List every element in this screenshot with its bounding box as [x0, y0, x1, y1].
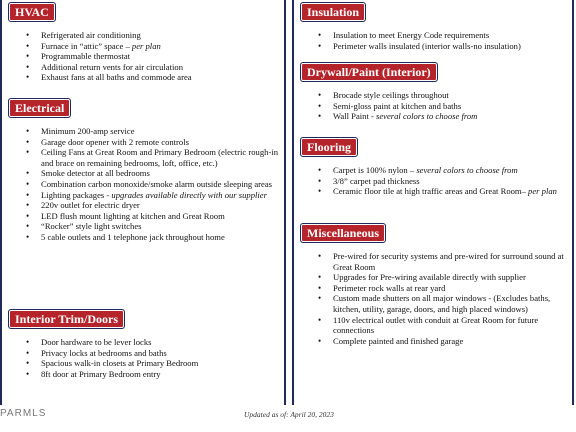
drywall-list — [300, 90, 572, 122]
list-item-note: several colors to choose from — [416, 165, 518, 175]
list-item-text: Carpet is 100% nylon – — [333, 165, 417, 175]
misc-list — [300, 251, 572, 346]
list-item-text: Perimeter walls insulated (interior walls-no insulation) — [333, 40, 521, 51]
list-item-text: Perimeter rock walls at rear yard — [333, 282, 446, 293]
list-item — [8, 232, 284, 243]
list-item — [8, 30, 284, 41]
list-item-text: Programmable thermostat — [41, 51, 131, 62]
list-item-note: upgrades available directly with our supplier — [111, 189, 267, 200]
list-item-text: Brocade style ceilings throughout — [333, 90, 449, 100]
list-item-text: Garage door opener with 2 remote controls — [41, 136, 189, 147]
list-item — [8, 41, 284, 52]
section-heading-misc: Miscellaneous — [300, 223, 386, 243]
right-column — [292, 0, 574, 405]
section-interior-trim — [8, 309, 284, 379]
list-item — [8, 126, 284, 137]
section-flooring — [300, 137, 572, 197]
list-item — [300, 165, 572, 176]
list-item-text: Privacy locks at bedrooms and baths — [41, 347, 167, 358]
list-item — [300, 293, 572, 314]
list-item-text: 3/8” carpet pad thickness — [333, 175, 420, 186]
list-item — [300, 336, 572, 347]
updated-date: Updated as of: April 20, 2023 — [244, 410, 334, 419]
section-heading-flooring: Flooring — [300, 137, 358, 157]
list-item — [8, 358, 284, 369]
list-item — [300, 41, 572, 52]
list-item — [300, 176, 572, 187]
electrical-list — [8, 126, 284, 243]
section-hvac — [8, 2, 284, 83]
list-item — [8, 348, 284, 359]
list-item-text: Upgrades for Pre-wiring available directly with supplier — [333, 272, 526, 283]
list-item-text: Insulation to meet Energy Code requirements — [333, 30, 490, 40]
list-item — [8, 147, 284, 168]
list-item — [300, 111, 572, 122]
list-item-text: 220v outlet for electric dryer — [41, 200, 140, 211]
list-item-text: Door hardware to be lever locks — [41, 337, 152, 347]
list-item-text: “Rocker” style light switches — [41, 221, 142, 232]
hvac-list — [8, 30, 284, 83]
list-item-text: Minimum 200-amp service — [41, 126, 135, 136]
list-item-text: Refrigerated air conditioning — [41, 30, 141, 40]
list-item-text: Complete painted and finished garage — [333, 335, 464, 346]
list-item — [8, 137, 284, 148]
list-item-text: Additional return vents for air circulation — [41, 61, 183, 72]
list-item — [300, 315, 572, 336]
list-item — [8, 369, 284, 380]
list-item — [8, 51, 284, 62]
section-electrical — [8, 98, 284, 243]
list-item-text: 8ft door at Primary Bedroom entry — [41, 368, 161, 379]
list-item-text: Lighting packages - — [41, 189, 112, 200]
list-item — [300, 272, 572, 283]
list-item-text: Smoke detector at all bedrooms — [41, 168, 150, 179]
list-item-text: Wall Paint - — [333, 111, 376, 122]
interior-trim-list — [8, 337, 284, 379]
list-item — [300, 101, 572, 112]
list-item-note: per plan — [528, 186, 557, 197]
list-item — [300, 283, 572, 294]
list-item-text: Combination carbon monoxide/smoke alarm outside sleeping areas — [41, 178, 273, 189]
list-item-text: Ceramic floor tile at high traffic areas and Great Room– — [333, 186, 529, 197]
list-item — [8, 72, 284, 83]
list-item-text: Furnace in “attic” space – — [41, 40, 132, 51]
left-column — [0, 0, 286, 405]
list-item — [8, 221, 284, 232]
section-drywall — [300, 62, 572, 122]
list-item-note: per plan — [131, 40, 161, 51]
list-item-text: 5 cable outlets and 1 telephone jack throughout home — [41, 231, 225, 242]
section-heading-insulation: Insulation — [300, 2, 366, 22]
list-item-text: LED flush mount lighting at kitchen and Great Room — [41, 210, 225, 221]
insulation-list — [300, 30, 572, 51]
list-item — [300, 90, 572, 101]
section-insulation — [300, 2, 572, 51]
list-item-text: Spacious walk-in closets at Primary Bedroom — [41, 358, 199, 369]
list-item-note: several colors to choose from — [376, 111, 478, 122]
list-item — [8, 168, 284, 179]
section-heading-interior-trim: Interior Trim/Doors — [8, 309, 125, 329]
list-item-text: 110v electrical outlet with conduit at Great Room for future connections — [333, 314, 539, 336]
list-item — [8, 62, 284, 73]
list-item — [8, 179, 284, 190]
list-item-text: Ceiling Fans at Great Room and Primary Bedroom (electric rough-in and brace on remaining bedrooms, loft, office, etc.) — [41, 147, 278, 168]
list-item — [8, 211, 284, 222]
section-heading-drywall: Drywall/Paint (Interior) — [300, 62, 438, 82]
list-item-text: Custom made shutters on all major windows - (Excludes baths, kitchen, utility, garage, doors, and high placed windows) — [333, 293, 551, 314]
flooring-list — [300, 165, 572, 197]
list-item — [300, 186, 572, 197]
section-misc — [300, 223, 572, 346]
list-item-text: Semi-gloss paint at kitchen and baths — [333, 100, 462, 111]
list-item-text: Exhaust fans at all baths and commode area — [41, 72, 192, 83]
list-item-text: Pre-wired for security systems and pre-wired for surround sound at Great Room — [333, 251, 564, 272]
list-item — [8, 337, 284, 348]
list-item — [300, 30, 572, 41]
section-heading-electrical: Electrical — [8, 98, 71, 118]
section-heading-hvac: HVAC — [8, 2, 56, 22]
list-item — [300, 251, 572, 272]
mls-logo: PARMLS — [0, 408, 47, 419]
list-item — [8, 200, 284, 211]
list-item — [8, 190, 284, 201]
